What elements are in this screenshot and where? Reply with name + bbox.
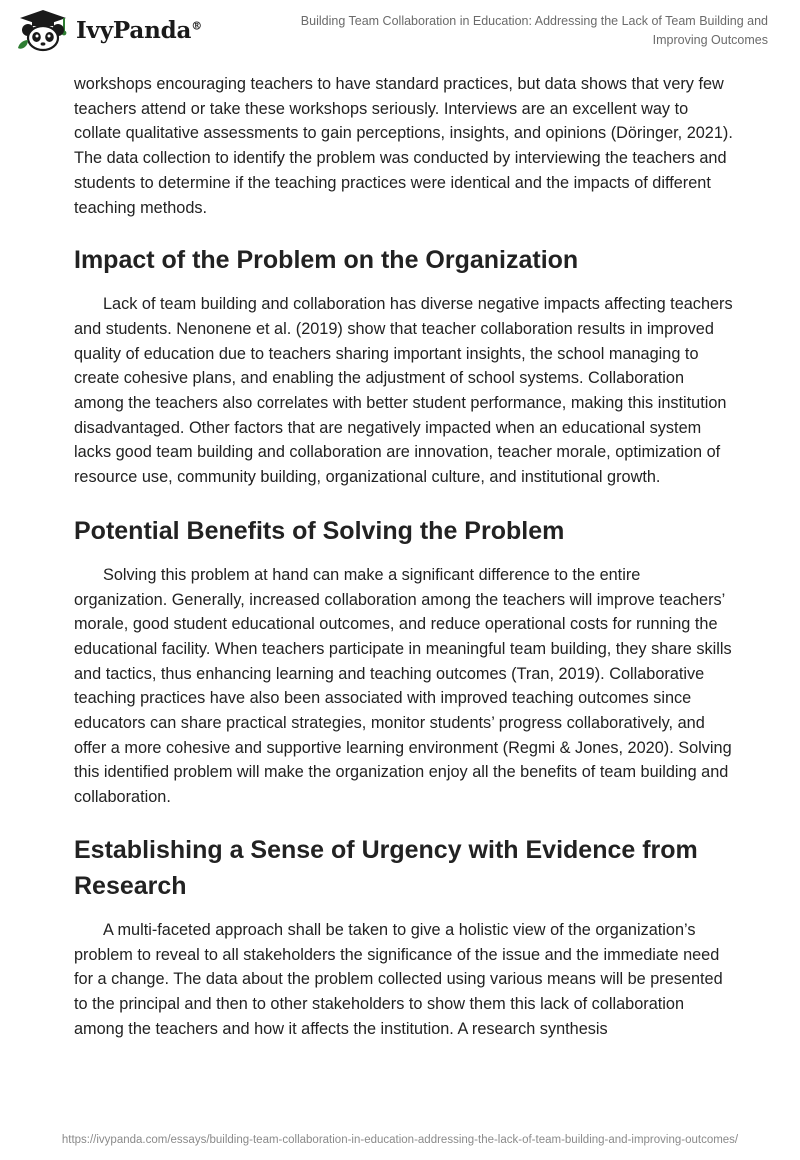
paragraph-impact: Lack of team building and collaboration has diverse negative impacts affecting teachers and students. Nenonene et al. (2019) show that teacher collaboration results in improved quality of education due to teachers sharing important insights, the school managing to create cohesive plans, and enabling the adjustment of school systems. Collaboration among the teachers also correlates with better student performance, making this institution disadvantaged. Other factors that are negatively impacted when an educational system lacks good team building and collaboration are innovation, teacher morale, optimization of resource use, community building, organizational culture, and institutional growth. (74, 295, 733, 487)
paragraph-intro-continuation: workshops encouraging teachers to have standard practices, but data shows that very few teachers attend or take these workshops seriously. Interviews are an excellent way to collate qualitative assessments to gain perceptions, insights, and opinions (Döringer, 2021). The data collection to identify the problem was conducted by interviewing the teachers and students to determine if the teaching practices were identical and the impacts of different teaching methods. (74, 75, 733, 217)
ivypanda-logo[interactable] (14, 8, 202, 52)
page-header (0, 0, 800, 62)
paragraph-urgency: A multi-faceted approach shall be taken to give a holistic view of the organization’s problem to reveal to all stakeholders the significance of the issue and the immediate need for a change. The data about the problem collected using various means will be presented to the principal and then to other stakeholders to show them this lack of collaboration among the teachers and how it affects the institution. A research synthesis (74, 920, 723, 1038)
heading-benefits: Potential Benefits of Solving the Problem (74, 516, 565, 545)
document-title: Building Team Collaboration in Education: Addressing the Lack of Team Building and Improving Outcomes (300, 14, 768, 47)
heading-impact: Impact of the Problem on the Organization (74, 246, 579, 275)
heading-urgency: Establishing a Sense of Urgency with Evidence from Research (74, 835, 698, 900)
footer-url[interactable]: https://ivypanda.com/essays/building-team-collaboration-in-education-addressing-the-lack-of-team-building-and-improving-outcomes/ (61, 1134, 739, 1146)
panda-graduate-icon (14, 8, 72, 52)
brand-name: IvyPanda® (76, 16, 202, 44)
essay-content (74, 72, 734, 1041)
paragraph-benefits: Solving this problem at hand can make a significant difference to the entire organization. Generally, increased collaboration among the teachers will improve teachers’ morale, good student educational outcomes, and reduce operational costs for running the educational facility. When teachers participate in meaningful team building, they share skills and tactics, thus enhancing learning and teaching outcomes (Tran, 2019). Collaborative teaching practices have also been associated with improved teaching outcomes since educators can share practical strategies, monitor students’ progress collaboratively, and offer a more cohesive and supportive learning environment (Regmi & Jones, 2020). Solving this identified problem will make the organization enjoy all the benefits of team building and collaboration. (74, 565, 732, 807)
